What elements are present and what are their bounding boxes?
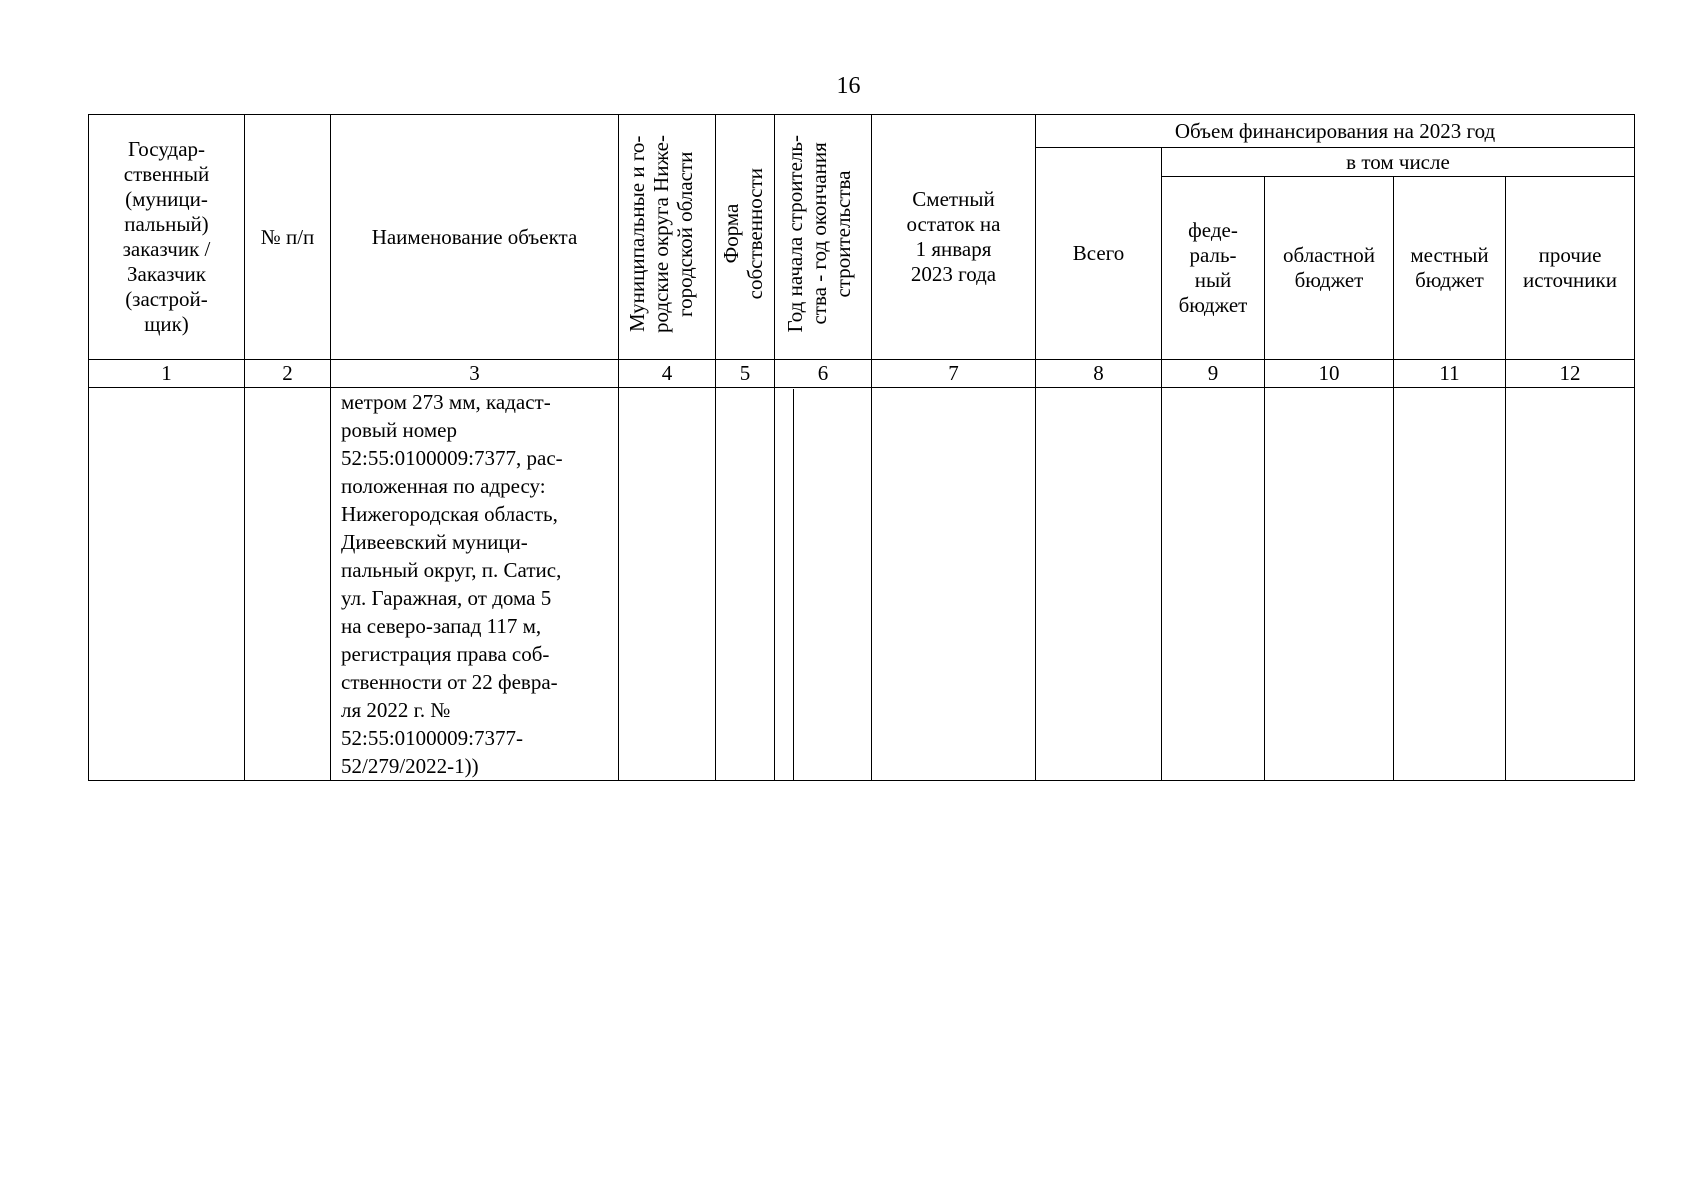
financing-table	[88, 114, 1635, 781]
construction-years-split	[775, 389, 871, 780]
column-number: 8	[1036, 360, 1162, 388]
table-row	[89, 388, 1635, 781]
cell-construction-years	[775, 388, 872, 781]
column-number: 10	[1265, 360, 1394, 388]
header-customer: Государ- ственный (муници- пальный) заказчик / Заказчик (застрой- щик)	[89, 115, 245, 360]
column-number: 2	[245, 360, 331, 388]
header-regional-budget: областной бюджет	[1265, 177, 1394, 360]
cell-federal-budget	[1162, 388, 1265, 781]
column-number: 4	[619, 360, 716, 388]
column-number: 5	[716, 360, 775, 388]
header-item-number: № п/п	[245, 115, 331, 360]
column-number: 6	[775, 360, 872, 388]
cell-customer	[89, 388, 245, 781]
cell-municipal-district	[619, 388, 716, 781]
header-municipal-districts-label: Муниципальные и го- родские округа Ниже- городской области	[625, 135, 697, 333]
object-name-text: метром 273 мм, кадаст- ровый номер 52:55:0100009:7377, рас- положенная по адресу: Нижегородская область, Дивеевский муници- пальный округ, п. Сатис, ул. Гаражная, от дома 5 на северо-запад 117 м, регистрация права соб- ственности от 22 февра- ля 2022 г. № 52:55:0100009:7377- 52/279/2022-1))	[341, 390, 563, 778]
cell-object-name	[331, 388, 619, 781]
column-number: 1	[89, 360, 245, 388]
cell-ownership-form	[716, 388, 775, 781]
column-number: 3	[331, 360, 619, 388]
column-number: 7	[872, 360, 1036, 388]
header-funding-volume: Объем финансирования на 2023 год	[1036, 115, 1635, 148]
cell-item-number	[245, 388, 331, 781]
construction-years-divider	[775, 389, 794, 780]
header-other-sources: прочие источники	[1506, 177, 1635, 360]
cell-total	[1036, 388, 1162, 781]
header-estimated-balance: Сметный остаток на 1 января 2023 года	[872, 115, 1036, 360]
header-local-budget: местный бюджет	[1394, 177, 1506, 360]
header-object-name: Наименование объекта	[331, 115, 619, 360]
cell-estimated-balance	[872, 388, 1036, 781]
column-number: 12	[1506, 360, 1635, 388]
cell-regional-budget	[1265, 388, 1394, 781]
header-construction-years	[775, 115, 872, 360]
column-number: 9	[1162, 360, 1265, 388]
header-ownership-form-label: Форма собственности	[719, 168, 767, 300]
page-number: 16	[836, 73, 861, 99]
header-including: в том числе	[1162, 148, 1635, 177]
cell-local-budget	[1394, 388, 1506, 781]
header-ownership-form	[716, 115, 775, 360]
cell-other-sources	[1506, 388, 1635, 781]
column-number: 11	[1394, 360, 1506, 388]
header-total: Всего	[1036, 148, 1162, 360]
header-construction-years-label: Год начала строитель- ства - год окончания строительства	[783, 135, 855, 333]
header-municipal-districts	[619, 115, 716, 360]
header-federal-budget: феде- раль- ный бюджет	[1162, 177, 1265, 360]
column-numbers-row	[89, 360, 1635, 388]
